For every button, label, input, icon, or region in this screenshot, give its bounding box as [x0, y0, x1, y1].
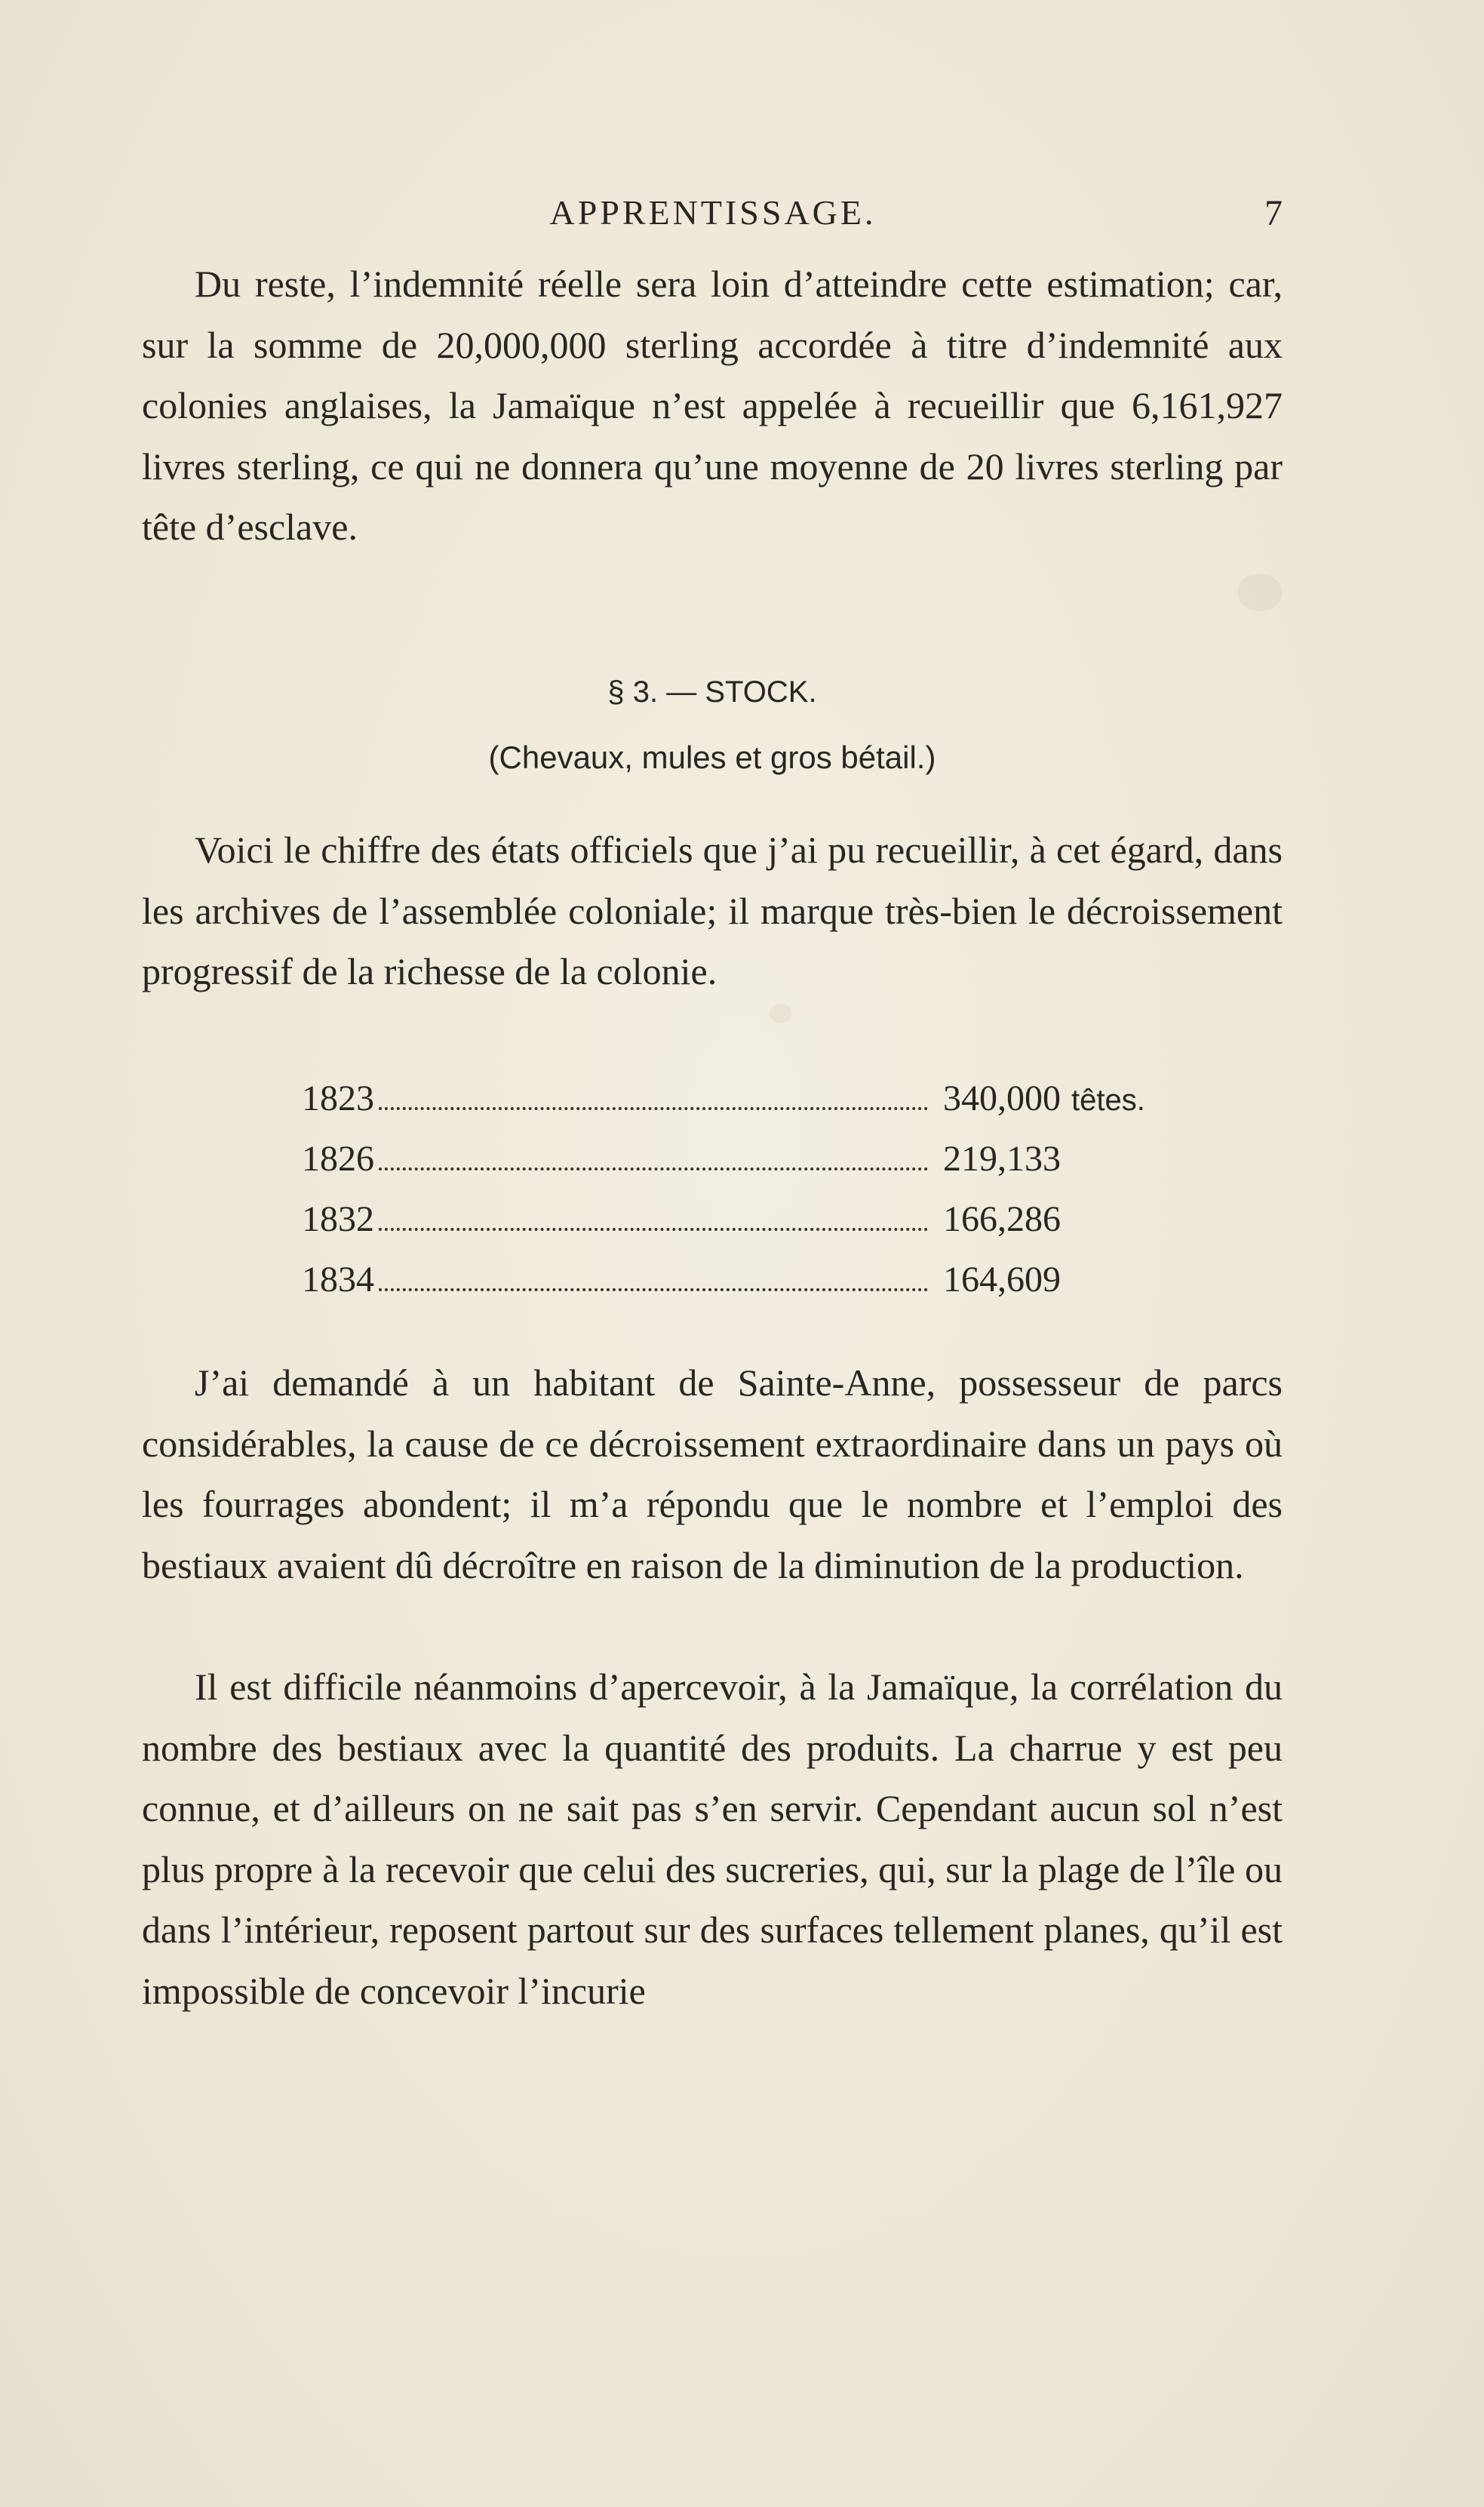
paper-stain: [1237, 574, 1283, 611]
stock-value: 164,609: [943, 1260, 1061, 1300]
stock-table: [302, 1078, 1230, 1319]
paragraph-sainte-anne: J’ai demandé à un habitant de Sainte-Anne, possesseur de parcs considérables, la cause de ce décroissement extraordinaire dans un pays où les fourrages abondent; il m’a répondu que le nombre et l’emploi des bestiaux avaient dû décroître en raison de la diminution de la production.: [142, 1361, 1283, 1586]
page-number: 7: [1264, 193, 1283, 233]
table-row: [302, 1078, 1230, 1138]
paper-stain: [770, 1004, 792, 1023]
stock-count: 340,000: [943, 1078, 1061, 1118]
dot-leader: [379, 1227, 928, 1231]
table-row: [302, 1198, 1230, 1259]
dot-leader: [379, 1106, 928, 1110]
table-row: [302, 1259, 1230, 1319]
section-heading: § 3. — STOCK.: [607, 675, 817, 709]
running-head: [143, 192, 1283, 238]
stock-year: 1826: [302, 1139, 374, 1179]
stock-year: 1823: [302, 1078, 374, 1118]
paragraph-official-figures: Voici le chiffre des états officiels que j’ai pu recueillir, à cet égard, dans les archives de l’assemblée coloniale; il marque très-bien le décroissement progressif de la richesse de la colonie.: [142, 829, 1283, 992]
paragraph-plough: Il est difficile néanmoins d’apercevoir, à la Jamaïque, la corrélation du nombre des bestiaux avec la quantité des produits. La charrue y est peu connue, et d’ailleurs on ne sait pas s’en servir. Cependant aucun sol n’est plus propre à la recevoir que celui des sucreries, qui, sur la plage de l’île ou dans l’intérieur, reposent partout sur des surfaces tellement planes, qu’il est impossible de concevoir l’incurie: [142, 1666, 1283, 2012]
dot-leader: [379, 1287, 928, 1291]
paragraph-indemnity: Du reste, l’indemnité réelle sera loin d’atteindre cette estimation; car, sur la somme de 20,000,000 sterling accordée à titre d’indemnité aux colonies anglaises, la Jamaïque n’est appelée à recueillir que 6,161,927 livres sterling, ce qui ne donnera qu’une moyenne de 20 livres sterling par tête d’esclave.: [142, 263, 1283, 548]
dot-leader: [379, 1167, 928, 1170]
stock-value: [943, 1078, 1230, 1119]
stock-value: 219,133: [943, 1139, 1061, 1179]
running-title: APPRENTISSAGE.: [549, 193, 877, 232]
stock-value: 166,286: [943, 1199, 1061, 1239]
table-row: [302, 1138, 1230, 1198]
section-subheading: (Chevaux, mules et gros bétail.): [488, 740, 936, 775]
stock-year: 1832: [302, 1199, 374, 1239]
stock-unit: têtes.: [1071, 1084, 1145, 1117]
stock-year: 1834: [302, 1260, 374, 1300]
